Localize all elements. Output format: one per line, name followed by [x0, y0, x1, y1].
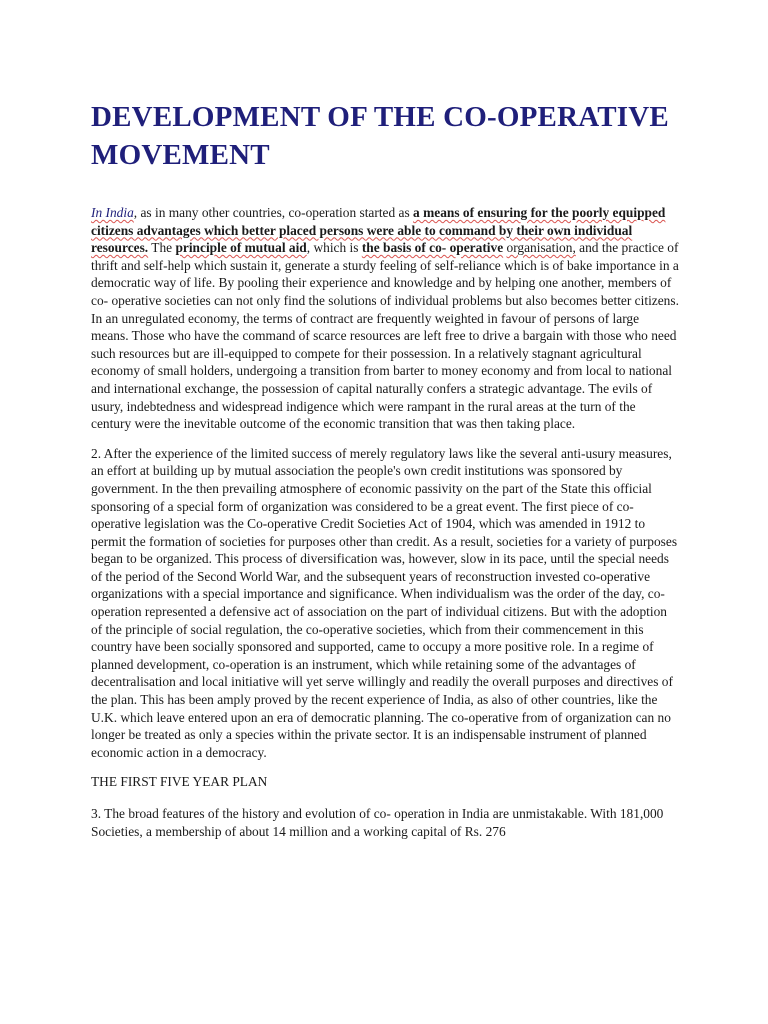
- p1-text-5: and the practice of thrift and self-help which sustain it, generate a sturdy feeling of self-reliance which is of bake importance in a democratic way of life. By pooling their experience and knowledge and by helping one another, members of co- operative societies can not only find the solutions of individual problems but also becomes better citizens. In an unregulated economy, the terms of contract are frequently weighted in favour of persons of large means. Those who have the command of scarce resources are left free to drive a bargain with those who need such resources but are ill-equipped to compete for their possession. In a relatively stagnant agricultural economy of small holders, undergoing a transition from barter to money economy and from local to national and international exchange, the possession of capital naturally confers a strategic advantage. The evils of usury, indebtedness and widespread indigence which were rampant in the rural areas at the turn of the century were the inevitable outcome of the economic transition that was then taking place.: [91, 240, 679, 432]
- p1-underlined: organisation,: [506, 240, 576, 256]
- section-heading: THE FIRST FIVE YEAR PLAN: [91, 774, 268, 790]
- p1-bold-3: the basis of co- operative: [361, 240, 504, 256]
- in-india-link[interactable]: In India: [91, 205, 134, 220]
- document-title: DEVELOPMENT OF THE CO-OPERATIVE MOVEMENT: [91, 101, 669, 171]
- paragraph-1: [91, 204, 679, 433]
- document-page: [91, 98, 679, 852]
- p1-text-1: , as in many other countries, co-operation started as: [133, 205, 414, 220]
- p1-bold-1: a means of ensuring for the poorly equipped citizens advantages which better placed persons were able to command by their own individual resources.: [91, 205, 666, 256]
- p1-text-2: The: [148, 240, 176, 256]
- p1-text-3: , which is: [306, 240, 362, 256]
- paragraph-3: 3. The broad features of the history and evolution of co- operation in India are unmistakable. With 181,000 Societies, a membership of about 14 million and a working capital of Rs. 276: [91, 806, 664, 839]
- p1-bold-2: principle of mutual aid: [175, 240, 307, 256]
- paragraph-2: 2. After the experience of the limited success of merely regulatory laws like the several anti-usury measures, an effort at building up by mutual association the people's own credit institutions was sponsored by government. In the then prevailing atmosphere of economic passivity on the part of the State this official sponsoring of a special form of organization was considered to be a great event. The first piece of co-operative legislation was the Co-operative Credit Societies Act of 1904, which was amended in 1912 to permit the formation of societies for purposes other than credit. As a result, societies for a variety of purposes began to be organized. This process of diversification was, however, slow in its pace, until the special needs of the period of the Second World War, and the subsequent years of reconstruction invested co-operative organizations with a special importance and significance. When individualism was the order of the day, co-operation represented a defensive act of association on the part of individual citizens. But with the adoption of the principle of social regulation, the co-operative societies, which from their commencement in this country have been socially sponsored and supported, came to occupy a more positive role. In a regime of planned development, co-operation is an instrument, which while retaining some of the advantages of decentralisation and local initiative will yet serve willingly and readily the overall purposes and directives of the plan. This has been amply proved by the recent experience of India, as also of other countries, like the U.K. which leave entered upon an era of democratic planning. The co-operative from of organization can no longer be treated as only a species within the private sector. It is an indispensable instrument of planned economic action in a democracy.: [91, 445, 678, 760]
